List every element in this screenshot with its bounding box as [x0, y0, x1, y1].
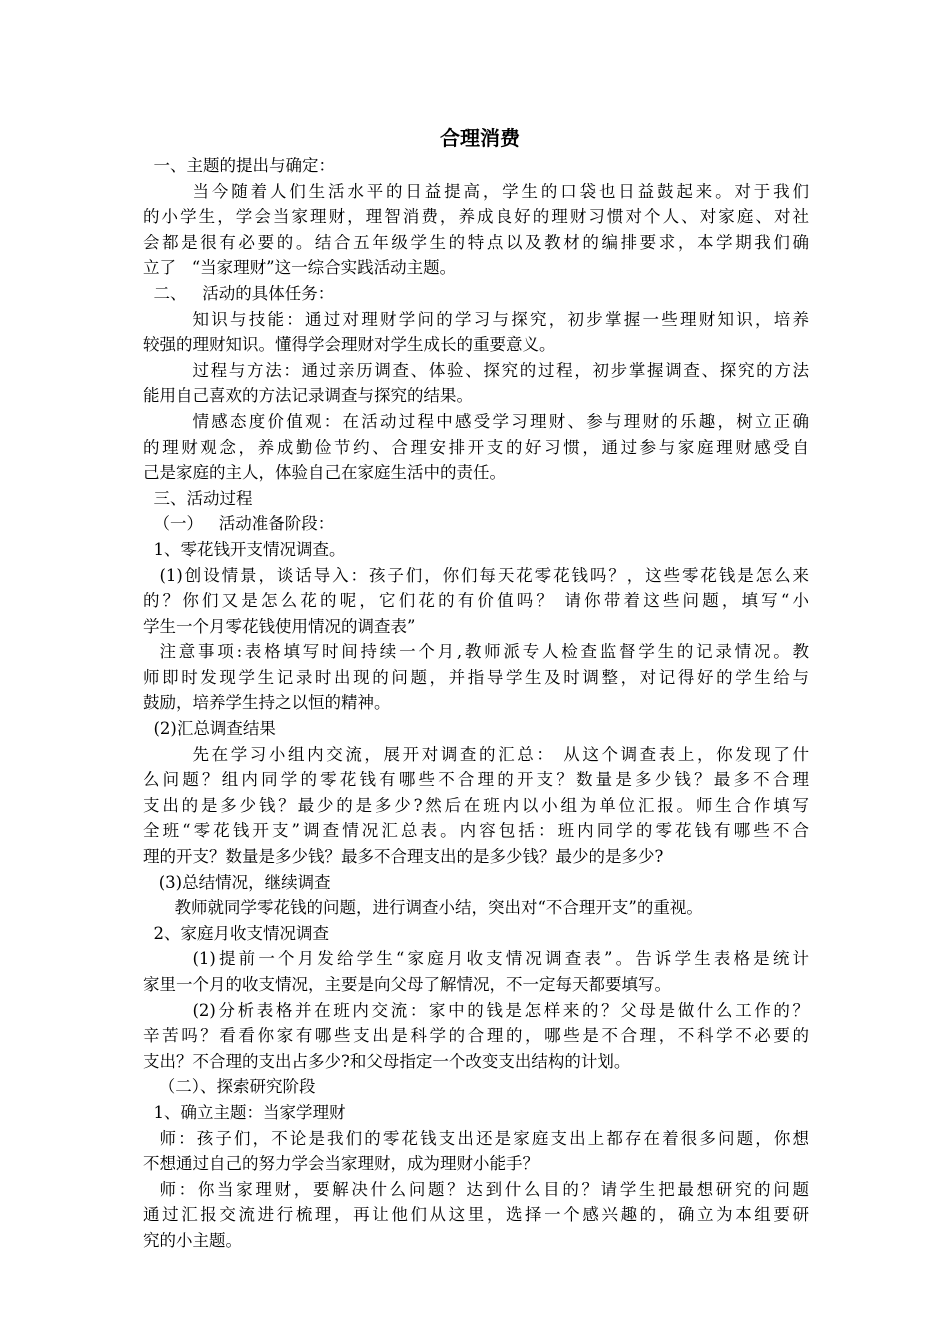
text-line: (2)分析表格并在班内交流：家中的钱是怎样来的？父母是做什么工作的？	[192, 1000, 809, 1020]
text-line: 1、确立主题：当家学理财	[143, 1102, 346, 1122]
text-line: 一、主题的提出与确定：	[143, 156, 335, 175]
text-line: 较强的理财知识。懂得学会理财对学生成长的重要意义。	[143, 335, 556, 355]
text-line: 教师就同学零花钱的问题，进行调查小结，突出对“不合理开支”的重视。	[143, 898, 703, 918]
text-line: 的小学生，学会当家理财，理智消费，养成良好的理财习惯对个人、对家庭、对社	[143, 207, 809, 227]
text-line: 全班“零花钱开支”调查情况汇总表。内容包括：班内同学的零花钱有哪些不合	[143, 821, 809, 841]
text-line: 究的小主题。	[143, 1230, 242, 1250]
text-line: 师即时发现学生记录时出现的问题，并指导学生及时调整，对记得好的学生给与	[143, 667, 809, 687]
text-line: 立了 “当家理财”这一综合实践活动主题。	[143, 258, 457, 278]
text-line: 注意事项:表格填写时间持续一个月,教师派专人检查监督学生的记录情况。教	[159, 642, 809, 662]
text-line: 师：孩子们，不论是我们的零花钱支出还是家庭支出上都存在着很多问题，你想	[159, 1128, 809, 1148]
text-line: 己是家庭的主人，体验自己在家庭生活中的责任。	[143, 463, 506, 483]
text-line: 师：你当家理财，要解决什么问题？达到什么目的？请学生把最想研究的问题	[159, 1179, 809, 1199]
text-line: 学生一个月零花钱使用情况的调查表”	[143, 616, 416, 636]
text-line: 会都是很有必要的。结合五年级学生的特点以及教材的编排要求，本学期我们确	[143, 232, 809, 252]
text-line: 知识与技能：通过对理财学问的学习与探究，初步掌握一些理财知识，培养	[192, 309, 809, 329]
text-line: 2、家庭月收支情况调查	[143, 923, 329, 943]
text-line: 支出的是多少钱？最少的是多少?然后在班内以小组为单位汇报。师生合作填写	[143, 795, 809, 815]
document-body	[143, 123, 809, 1254]
text-line: 过程与方法：通过亲历调查、体验、探究的过程，初步掌握调查、探究的方法	[192, 360, 809, 380]
text-line: 家里一个月的收支情况，主要是向父母了解情况，不一定每天都要填写。	[143, 975, 671, 994]
text-line: 不想通过自己的努力学会当家理财，成为理财小能手？	[143, 1154, 539, 1174]
text-line: 的？你们又是怎么花的呢，它们花的有价值吗？ 请你带着这些问题，填写“小	[143, 591, 809, 611]
text-line: 支出？不合理的支出占多少?和父母指定一个改变支出结构的计划。	[143, 1051, 631, 1071]
text-line: 先在学习小组内交流，展开对调查的汇总： 从这个调查表上，你发现了什	[192, 744, 809, 764]
text-line: 当今随着人们生活水平的日益提高，学生的口袋也日益鼓起来。对于我们	[192, 181, 809, 201]
text-line: 三、活动过程	[143, 488, 253, 508]
text-line: (1)创设情景，谈话导入：孩子们，你们每天花零花钱吗？，这些零花钱是怎么来	[159, 565, 809, 585]
text-line: (2)汇总调查结果	[143, 719, 276, 739]
paragraph-lines	[143, 153, 809, 1254]
text-line: 理的开支？数量是多少钱？最多不合理支出的是多少钱？最少的是多少?	[143, 847, 664, 867]
text-line: 能用自己喜欢的方法记录调查与探究的结果。	[143, 386, 473, 406]
text-line: 的理财观念，养成勤俭节约、合理安排开支的好习惯，通过参与家庭理财感受自	[143, 437, 809, 457]
text-line: 1、零花钱开支情况调查。	[143, 539, 346, 559]
text-line: 二、 活动的具体任务：	[143, 283, 335, 303]
text-line: 情感态度价值观：在活动过程中感受学习理财、参与理财的乐趣，树立正确	[192, 411, 809, 431]
text-line: 鼓励，培养学生持之以恒的精神。	[143, 693, 391, 713]
text-line: 通过汇报交流进行梳理，再让他们从这里，选择一个感兴趣的，确立为本组要研	[143, 1205, 809, 1225]
text-line: (3)总结情况，继续调查	[143, 872, 331, 892]
text-line: (1)提前一个月发给学生“家庭月收支情况调查表”。告诉学生表格是统计	[192, 949, 809, 969]
document-title: 合理消费	[440, 126, 520, 150]
text-line: （一） 活动准备阶段：	[143, 514, 335, 534]
text-line: 么问题？组内同学的零花钱有哪些不合理的开支？数量是多少钱？最多不合理	[143, 770, 809, 790]
text-line: （二）、探索研究阶段	[143, 1077, 316, 1097]
text-line: 辛苦吗？看看你家有哪些支出是科学的合理的，哪些是不合理，不科学不必要的	[143, 1026, 809, 1046]
